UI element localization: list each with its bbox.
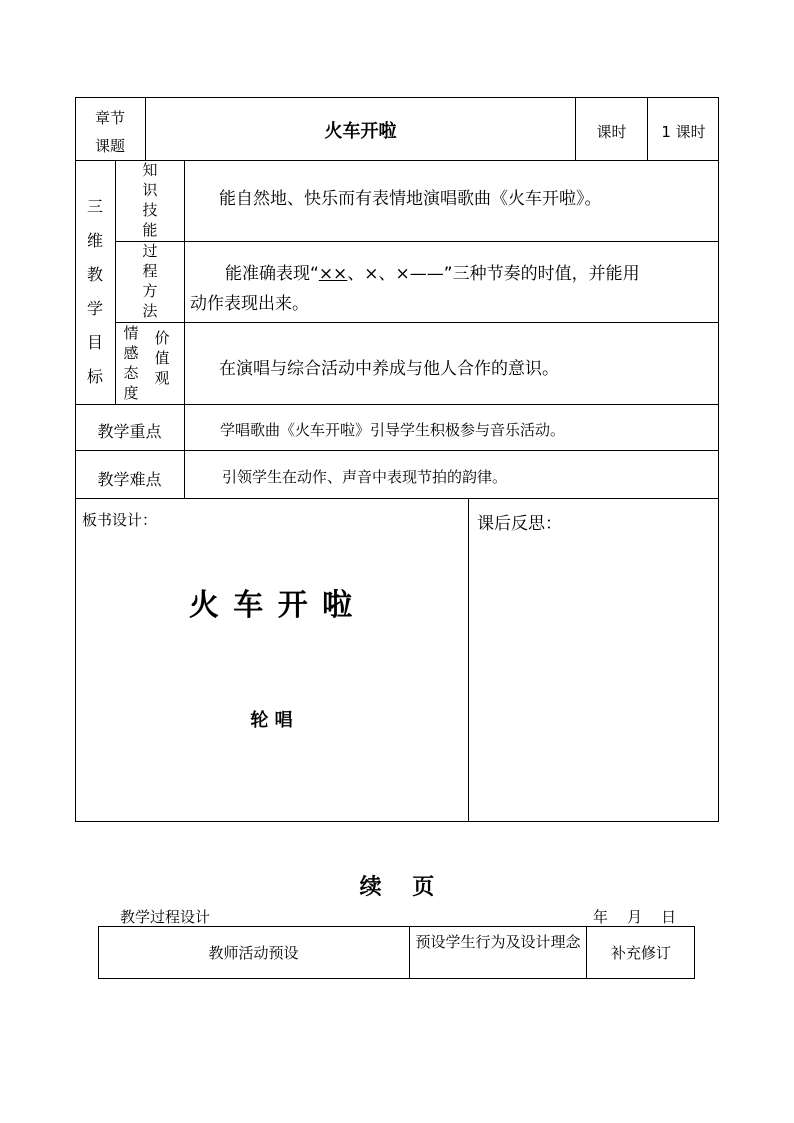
period-value: 1 课时 bbox=[661, 123, 706, 141]
date-label: 年 月 日 bbox=[593, 908, 677, 926]
emotion-text: 在演唱与综合活动中养成与他人合作的意识。 bbox=[219, 359, 559, 379]
label-char: 学 bbox=[86, 299, 103, 318]
label-char: 识 bbox=[142, 181, 158, 199]
label-char: 三 bbox=[86, 197, 103, 216]
difficulty-text: 引领学生在动作、声音中表现节拍的韵律。 bbox=[222, 468, 508, 486]
difficulty-label: 教学难点 bbox=[97, 470, 162, 489]
knowledge-skills-text: 能自然地、快乐而有表情地演唱歌曲《火车开啦》。 bbox=[219, 189, 602, 209]
board-design-label: 板书设计： bbox=[82, 511, 158, 529]
process-design-label: 教学过程设计 bbox=[120, 908, 211, 926]
process-methods-label bbox=[116, 241, 184, 321]
board-title: 火 车 开 啦 bbox=[188, 588, 355, 623]
period-label: 课时 bbox=[596, 123, 627, 141]
reflection-label: 课后反思： bbox=[477, 514, 562, 534]
revision-header: 补充修订 bbox=[610, 944, 671, 962]
label-char: 维 bbox=[86, 231, 103, 250]
label-char: 方 bbox=[142, 282, 158, 300]
label-char: 法 bbox=[142, 302, 158, 320]
label-char: 值 bbox=[154, 349, 170, 367]
label-char: 教 bbox=[86, 265, 103, 284]
label-char: 程 bbox=[142, 262, 158, 280]
label-char: 标 bbox=[86, 367, 103, 386]
emotion-attitude-label bbox=[117, 323, 145, 403]
rhythm-underlined: ×× bbox=[318, 264, 348, 284]
key-point-label: 教学重点 bbox=[97, 422, 162, 441]
continuation-heading: 续 页 bbox=[359, 875, 435, 900]
key-point-text: 学唱歌曲《火车开啦》引导学生积极参与音乐活动。 bbox=[220, 421, 566, 439]
label-char: 态 bbox=[123, 364, 139, 382]
student-behavior-header: 预设学生行为及设计理念 bbox=[415, 933, 581, 951]
knowledge-skills-label bbox=[116, 160, 184, 240]
process-methods-text bbox=[190, 259, 715, 319]
label-char: 目 bbox=[86, 333, 103, 352]
lesson-title: 火车开啦 bbox=[324, 121, 397, 142]
chapter-topic-label bbox=[75, 104, 145, 160]
chapter-label: 章节 bbox=[94, 109, 125, 127]
label-char: 能 bbox=[142, 221, 158, 239]
process-text-line2: 动作表现出来。 bbox=[190, 294, 309, 314]
label-char: 过 bbox=[142, 242, 158, 260]
teacher-activity-header: 教师活动预设 bbox=[208, 944, 299, 962]
process-text-part: 、×、×——”三种节奏的时值，并能用 bbox=[347, 264, 640, 284]
label-char: 价 bbox=[154, 329, 170, 347]
label-char: 感 bbox=[123, 344, 139, 362]
label-char: 知 bbox=[142, 161, 158, 179]
process-text-part: 能准确表现“ bbox=[225, 264, 319, 284]
label-char: 技 bbox=[142, 201, 158, 219]
label-char: 情 bbox=[123, 324, 139, 342]
three-dim-objectives-label bbox=[75, 190, 115, 394]
label-char: 度 bbox=[123, 384, 139, 402]
topic-label: 课题 bbox=[94, 137, 125, 155]
values-label bbox=[147, 328, 177, 388]
board-subtitle: 轮 唱 bbox=[250, 710, 293, 731]
label-char: 观 bbox=[154, 369, 170, 387]
